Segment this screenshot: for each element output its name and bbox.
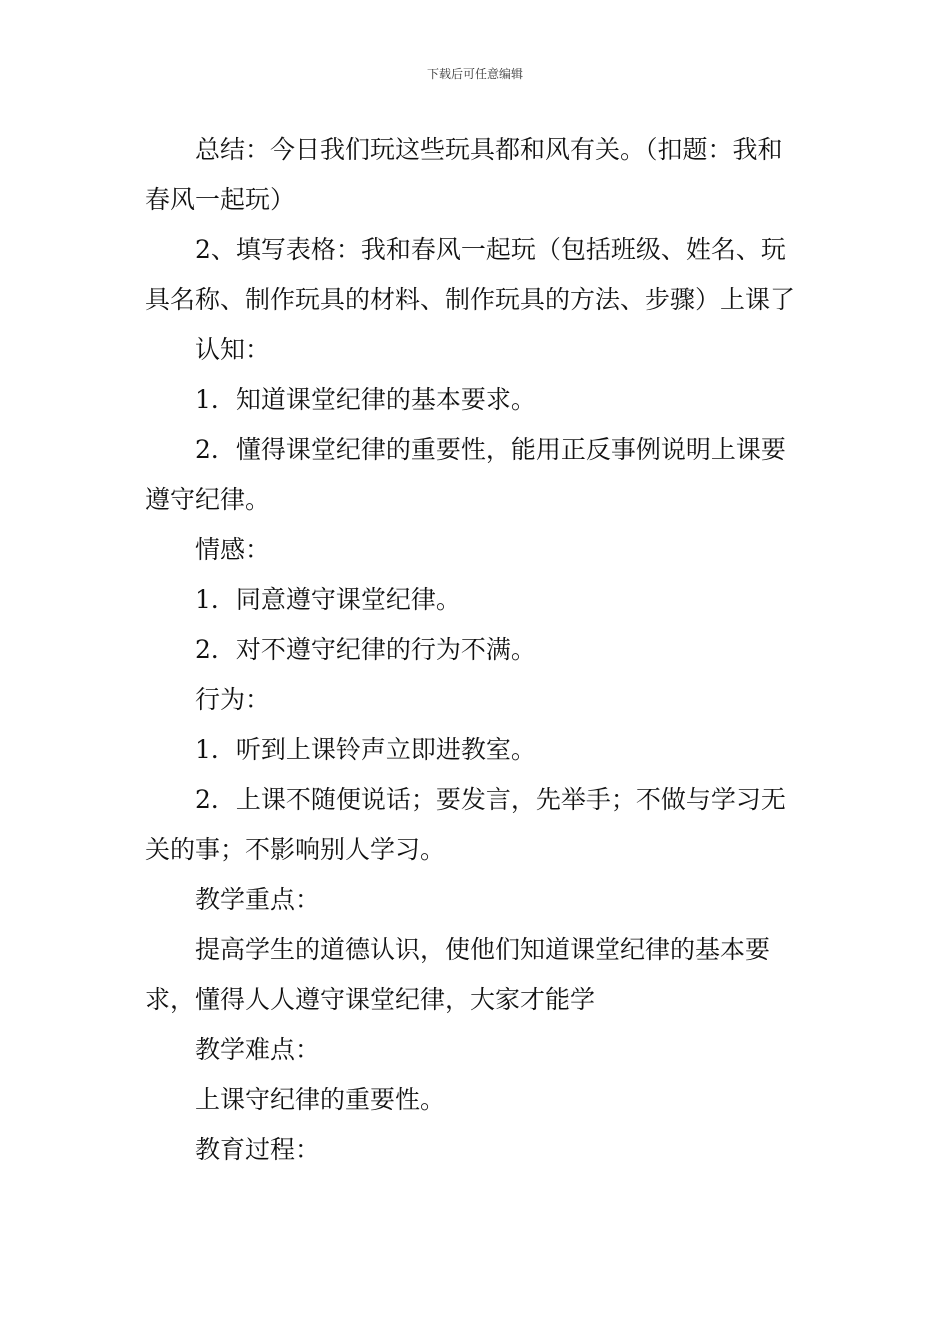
paragraph-key-points: 提高学生的道德认识，使他们知道课堂纪律的基本要求，懂得人人遵守课堂纪律，大家才能学 [145, 935, 771, 1014]
heading-difficulties: 教学难点： [195, 1035, 321, 1064]
page-header: 下载后可任意编辑 [426, 67, 523, 81]
heading-process: 教育过程： [195, 1135, 321, 1164]
list-item: 2．上课不随便说话；要发言，先举手；不做与学习无关的事；不影响别人学习。 [145, 785, 786, 864]
heading-cognition: 认知： [195, 335, 271, 364]
list-item: 2．懂得课堂纪律的重要性，能用正反事例说明上课要遵守纪律。 [145, 435, 786, 514]
paragraph-difficulties: 上课守纪律的重要性。 [195, 1085, 446, 1114]
heading-emotion: 情感： [195, 535, 271, 564]
list-item: 1．知道课堂纪律的基本要求。 [195, 385, 536, 414]
list-item: 1．听到上课铃声立即进教室。 [195, 735, 536, 764]
paragraph-summary: 总结：今日我们玩这些玩具都和风有关。（扣题：我和春风一起玩） [145, 135, 783, 214]
paragraph-fill-table: 2、填写表格：我和春风一起玩（包括班级、姓名、玩具名称、制作玩具的材料、制作玩具的方法、步骤）上课了 [145, 235, 796, 314]
list-item: 2．对不遵守纪律的行为不满。 [195, 635, 536, 664]
heading-key-points: 教学重点： [195, 885, 321, 914]
list-item: 1．同意遵守课堂纪律。 [195, 585, 461, 614]
heading-behavior: 行为： [195, 685, 271, 714]
document-body [145, 125, 807, 1175]
